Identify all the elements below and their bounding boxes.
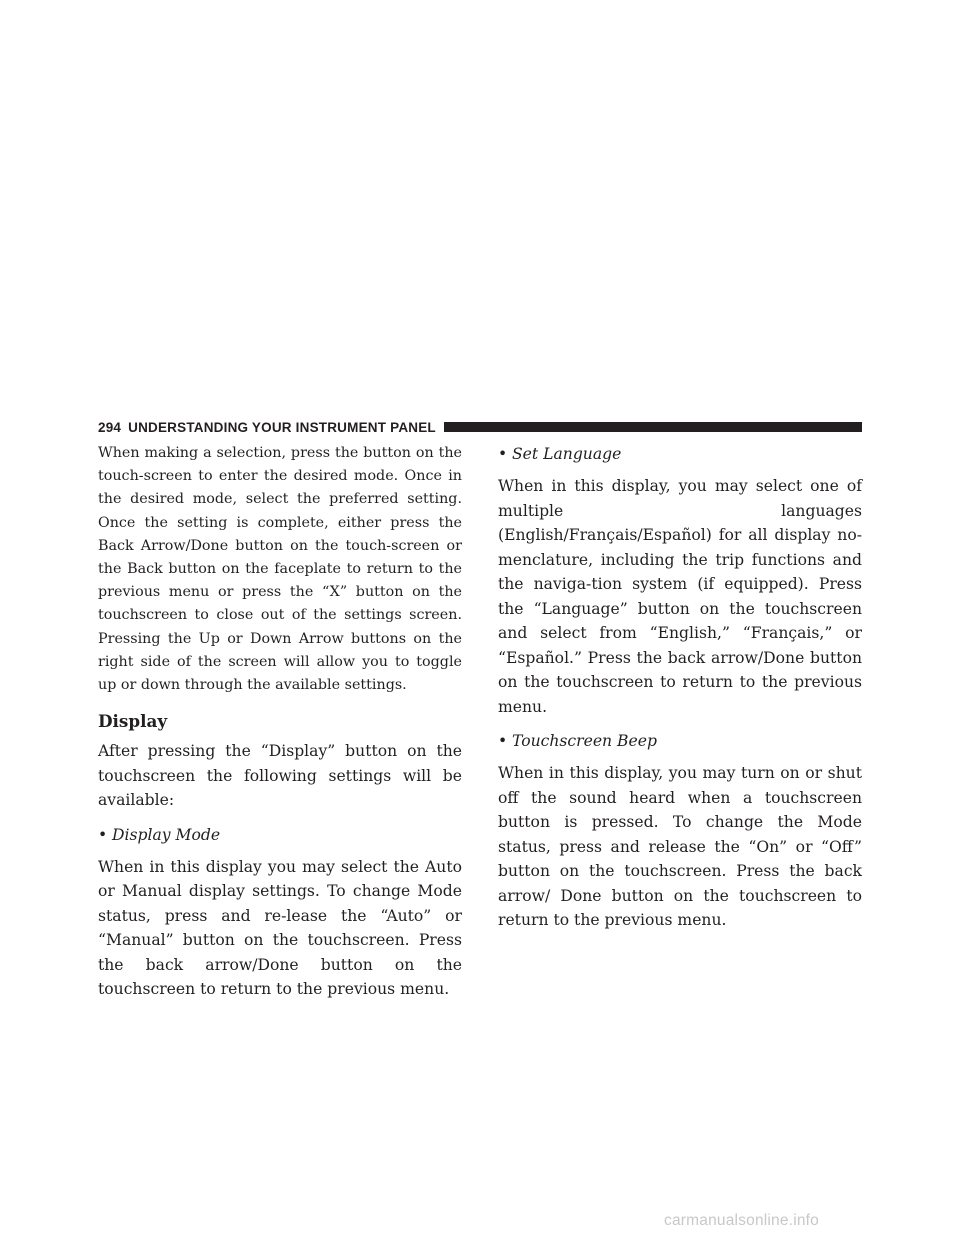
touchscreen-beep-paragraph: When in this display, you may turn on or shut off the sound heard when a touchscreen button is pressed. To change the Mode status, press and release the “On” or “Off” button on the touchscreen. Press the back arrow/ Done button on the touchscreen to return to the previous menu. (498, 764, 862, 929)
bullet-dot: • (98, 825, 108, 844)
header-rule (444, 422, 862, 432)
display-intro-paragraph: After pressing the “Display” button on the touchscreen the following settings will be available: (98, 742, 462, 810)
page-number: 294 (98, 419, 122, 435)
left-column (98, 442, 462, 1002)
watermark-link[interactable]: carmanualsonline.info (664, 1212, 819, 1229)
bullet-label: Set Language (512, 445, 622, 463)
bullet-display-mode (98, 823, 462, 847)
intro-paragraph: When making a selection, press the button on the touch-screen to enter the desired mode. Once in the desired mode, select the preferred setting. Once the setting is complete, either press the Back Arrow/Done button on the touch-screen or the Back button on the faceplate to return to the previous menu or press the “X” button on the touchscreen to close out of the settings screen. Pressing the Up or Down Arrow buttons on the right side of the screen will allow you to toggle up or down through the available settings. (98, 445, 462, 694)
section-title: UNDERSTANDING YOUR INSTRUMENT PANEL (128, 419, 436, 435)
set-language-paragraph: When in this display, you may select one of multiple languages (English/Français/Español) for all display no-menclature, including the trip functions and the naviga-tion system (if equipped). Press the “Language” button on the touchscreen and select from “English,” “Français,” or “Español.” Press the back arrow/Done button on the touchscreen to return to the previous menu. (498, 477, 862, 716)
bullet-set-language (498, 442, 862, 466)
bullet-label: Touchscreen Beep (512, 732, 657, 750)
right-column (498, 442, 862, 933)
display-mode-paragraph: When in this display you may select the Auto or Manual display settings. To change Mode status, press and re-lease the “Auto” or “Manual” button on the touchscreen. Press the back arrow/Done button on the touchscreen to return to the previous menu. (98, 857, 462, 999)
page-header (98, 416, 862, 438)
bullet-touchscreen-beep (498, 729, 862, 753)
display-heading: Display (98, 711, 168, 732)
bullet-dot: • (498, 732, 508, 750)
bullet-label: Display Mode (112, 825, 221, 844)
bullet-dot: • (498, 445, 508, 463)
